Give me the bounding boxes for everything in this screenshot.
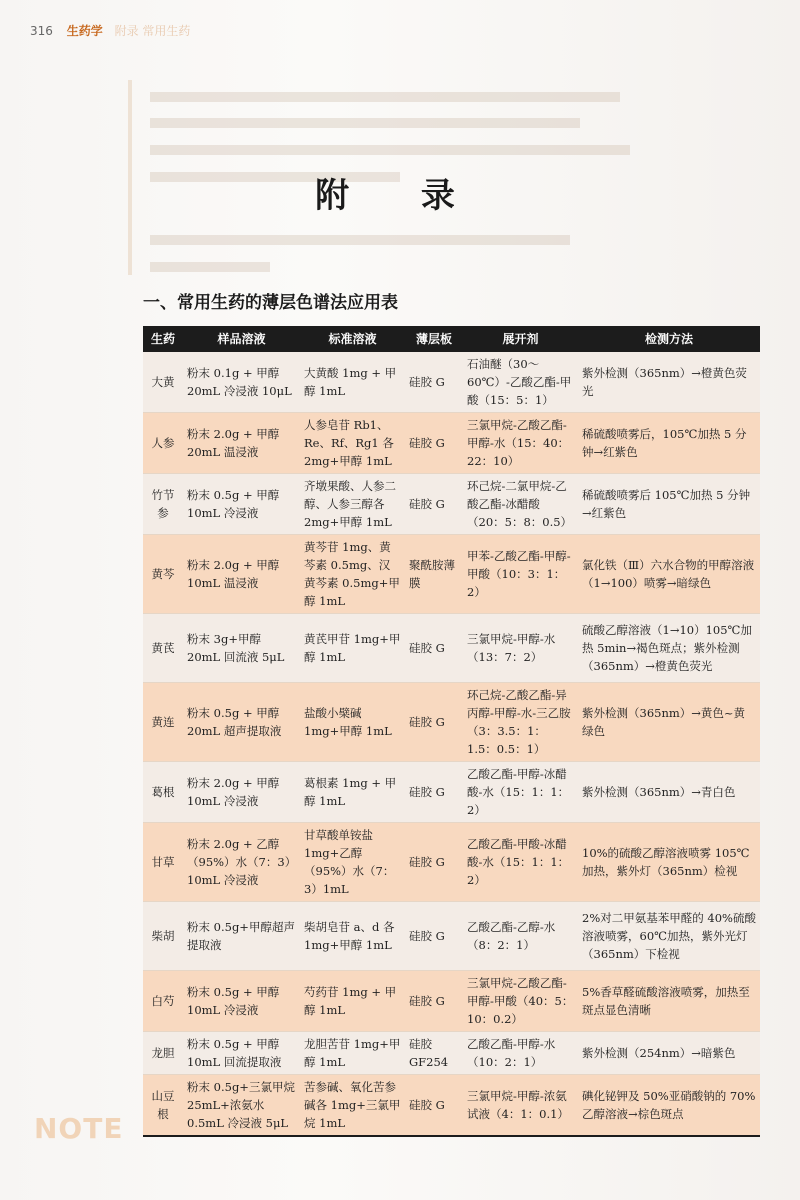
running-head-faint-text: 附录 常用生药 (114, 24, 191, 38)
cell-sample-solution: 粉末 0.1g + 甲醇 20mL 冷浸液 10μL (183, 352, 300, 413)
cell-developing-solvent: 三氯甲烷-乙酸乙酯-甲醇-水（15：40：22：10） (463, 413, 578, 474)
cell-drug: 白芍 (143, 971, 183, 1032)
cell-drug: 葛根 (143, 762, 183, 823)
cell-standard-solution: 苦参碱、氧化苦参碱各 1mg+三氯甲烷 1mL (300, 1075, 405, 1137)
cell-drug: 黄芩 (143, 535, 183, 614)
table-row (143, 413, 760, 474)
cell-drug: 竹节参 (143, 474, 183, 535)
tlc-table (143, 326, 760, 1137)
bleed-through-line (150, 118, 580, 128)
table-row (143, 683, 760, 762)
cell-drug: 黄连 (143, 683, 183, 762)
cell-plate: 硅胶 G (405, 1075, 463, 1137)
cell-detection-method: 碘化铋钾及 50%亚硝酸钠的 70%乙醇溶液→棕色斑点 (578, 1075, 760, 1137)
appendix-title: 附 录 (315, 176, 485, 216)
cell-plate: 硅胶 G (405, 683, 463, 762)
cell-plate: 硅胶 G (405, 971, 463, 1032)
cell-sample-solution: 粉末 2.0g + 乙醇（95%）水（7：3）10mL 冷浸液 (183, 823, 300, 902)
cell-drug: 人参 (143, 413, 183, 474)
cell-detection-method: 紫外检测（365nm）→橙黄色荧光 (578, 352, 760, 413)
cell-sample-solution: 粉末 0.5g + 甲醇 10mL 回流提取液 (183, 1032, 300, 1075)
cell-developing-solvent: 乙酸乙酯-甲酸-冰醋酸-水（15：1：1：2） (463, 823, 578, 902)
cell-standard-solution: 龙胆苦苷 1mg+甲醇 1mL (300, 1032, 405, 1075)
cell-standard-solution: 大黄酸 1mg + 甲醇 1mL (300, 352, 405, 413)
cell-drug: 龙胆 (143, 1032, 183, 1075)
cell-standard-solution: 黄芩苷 1mg、黄芩素 0.5mg、汉黄芩素 0.5mg+甲醇 1mL (300, 535, 405, 614)
cell-drug: 柴胡 (143, 902, 183, 971)
page-number: 316 (30, 24, 53, 38)
cell-sample-solution: 粉末 2.0g + 甲醇 10mL 冷浸液 (183, 762, 300, 823)
cell-standard-solution: 齐墩果酸、人参二醇、人参三醇各 2mg+甲醇 1mL (300, 474, 405, 535)
cell-detection-method: 紫外检测（254nm）→暗紫色 (578, 1032, 760, 1075)
cell-drug: 甘草 (143, 823, 183, 902)
table-row (143, 762, 760, 823)
cell-standard-solution: 芍药苷 1mg + 甲醇 1mL (300, 971, 405, 1032)
cell-plate: 硅胶 G (405, 902, 463, 971)
cell-detection-method: 2%对二甲氨基苯甲醛的 40%硫酸溶液喷雾，60℃加热，紫外光灯（365nm）下检视 (578, 902, 760, 971)
cell-standard-solution: 人参皂苷 Rb1、Re、Rf、Rg1 各 2mg+甲醇 1mL (300, 413, 405, 474)
column-header-standard: 标准溶液 (300, 326, 405, 352)
bleed-through-line (150, 262, 270, 272)
cell-sample-solution: 粉末 0.5g+甲醇超声提取液 (183, 902, 300, 971)
column-header-plate: 薄层板 (405, 326, 463, 352)
table-row (143, 474, 760, 535)
cell-developing-solvent: 三氯甲烷-甲醇-水（13：7：2） (463, 614, 578, 683)
cell-detection-method: 10%的硫酸乙醇溶液喷雾 105℃加热，紫外灯（365nm）检视 (578, 823, 760, 902)
section-title: 一、常用生药的薄层色谱法应用表 (143, 293, 398, 313)
cell-developing-solvent: 环己烷-乙酸乙酯-异丙醇-甲醇-水-三乙胺（3：3.5：1：1.5：0.5：1） (463, 683, 578, 762)
cell-sample-solution: 粉末 0.5g + 甲醇 10mL 冷浸液 (183, 971, 300, 1032)
cell-developing-solvent: 乙酸乙酯-乙醇-水（8：2：1） (463, 902, 578, 971)
cell-developing-solvent: 乙酸乙酯-甲醇-冰醋酸-水（15：1：1：2） (463, 762, 578, 823)
table-header-row (143, 326, 760, 352)
cell-developing-solvent: 乙酸乙酯-甲醇-水（10：2：1） (463, 1032, 578, 1075)
cell-detection-method: 稀硫酸喷雾后，105℃加热 5 分钟→红紫色 (578, 413, 760, 474)
cell-detection-method: 5%香草醛硫酸溶液喷雾，加热至斑点显色清晰 (578, 971, 760, 1032)
cell-drug: 黄芪 (143, 614, 183, 683)
column-header-solvent: 展开剂 (463, 326, 578, 352)
cell-plate: 硅胶 G (405, 413, 463, 474)
cell-developing-solvent: 环己烷-二氯甲烷-乙酸乙酯-冰醋酸（20：5：8：0.5） (463, 474, 578, 535)
cell-plate: 硅胶 G (405, 474, 463, 535)
cell-developing-solvent: 石油醚（30～60℃）-乙酸乙酯-甲酸（15：5：1） (463, 352, 578, 413)
table-row (143, 971, 760, 1032)
running-head (30, 22, 190, 39)
cell-standard-solution: 柴胡皂苷 a、d 各 1mg+甲醇 1mL (300, 902, 405, 971)
cell-sample-solution: 粉末 0.5g + 甲醇 10mL 冷浸液 (183, 474, 300, 535)
bleed-through-line (150, 235, 570, 245)
column-header-sample: 样品溶液 (183, 326, 300, 352)
cell-sample-solution: 粉末 2.0g + 甲醇 10mL 温浸液 (183, 535, 300, 614)
cell-standard-solution: 甘草酸单铵盐 1mg+乙醇（95%）水（7：3）1mL (300, 823, 405, 902)
cell-plate: 聚酰胺薄膜 (405, 535, 463, 614)
cell-detection-method: 紫外检测（365nm）→黄色~黄绿色 (578, 683, 760, 762)
bleed-through-line (150, 145, 630, 155)
note-margin-mark: NOTE (34, 1112, 124, 1145)
cell-detection-method: 紫外检测（365nm）→青白色 (578, 762, 760, 823)
book-title: 生药学 (66, 24, 103, 38)
cell-plate: 硅胶 GF254 (405, 1032, 463, 1075)
cell-sample-solution: 粉末 0.5g+三氯甲烷 25mL+浓氨水 0.5mL 冷浸液 5μL (183, 1075, 300, 1137)
cell-detection-method: 稀硫酸喷雾后 105℃加热 5 分钟→红紫色 (578, 474, 760, 535)
cell-detection-method: 硫酸乙醇溶液（1→10）105℃加热 5min→褐色斑点；紫外检测（365nm）→橙黄色荧光 (578, 614, 760, 683)
cell-developing-solvent: 甲苯-乙酸乙酯-甲醇-甲酸（10：3：1：2） (463, 535, 578, 614)
cell-drug: 大黄 (143, 352, 183, 413)
cell-plate: 硅胶 G (405, 762, 463, 823)
cell-plate: 硅胶 G (405, 614, 463, 683)
column-header-drug: 生药 (143, 326, 183, 352)
bleed-through-line (150, 92, 620, 102)
cell-drug: 山豆根 (143, 1075, 183, 1137)
cell-sample-solution: 粉末 2.0g + 甲醇 20mL 温浸液 (183, 413, 300, 474)
table-row (143, 614, 760, 683)
table-row (143, 535, 760, 614)
cell-developing-solvent: 三氯甲烷-乙酸乙酯-甲醇-甲酸（40：5：10：0.2） (463, 971, 578, 1032)
table-row (143, 823, 760, 902)
cell-plate: 硅胶 G (405, 823, 463, 902)
table-row (143, 902, 760, 971)
cell-standard-solution: 葛根素 1mg + 甲醇 1mL (300, 762, 405, 823)
cell-standard-solution: 黄芪甲苷 1mg+甲醇 1mL (300, 614, 405, 683)
table-row (143, 1075, 760, 1137)
column-header-detection: 检测方法 (578, 326, 760, 352)
cell-standard-solution: 盐酸小檗碱 1mg+甲醇 1mL (300, 683, 405, 762)
cell-plate: 硅胶 G (405, 352, 463, 413)
table-row (143, 1032, 760, 1075)
cell-detection-method: 氯化铁（Ⅲ）六水合物的甲醇溶液（1→100）喷雾→暗绿色 (578, 535, 760, 614)
cell-sample-solution: 粉末 0.5g + 甲醇 20mL 超声提取液 (183, 683, 300, 762)
table-row (143, 352, 760, 413)
cell-sample-solution: 粉末 3g+甲醇 20mL 回流液 5μL (183, 614, 300, 683)
cell-developing-solvent: 三氯甲烷-甲醇-浓氨试液（4：1：0.1） (463, 1075, 578, 1137)
